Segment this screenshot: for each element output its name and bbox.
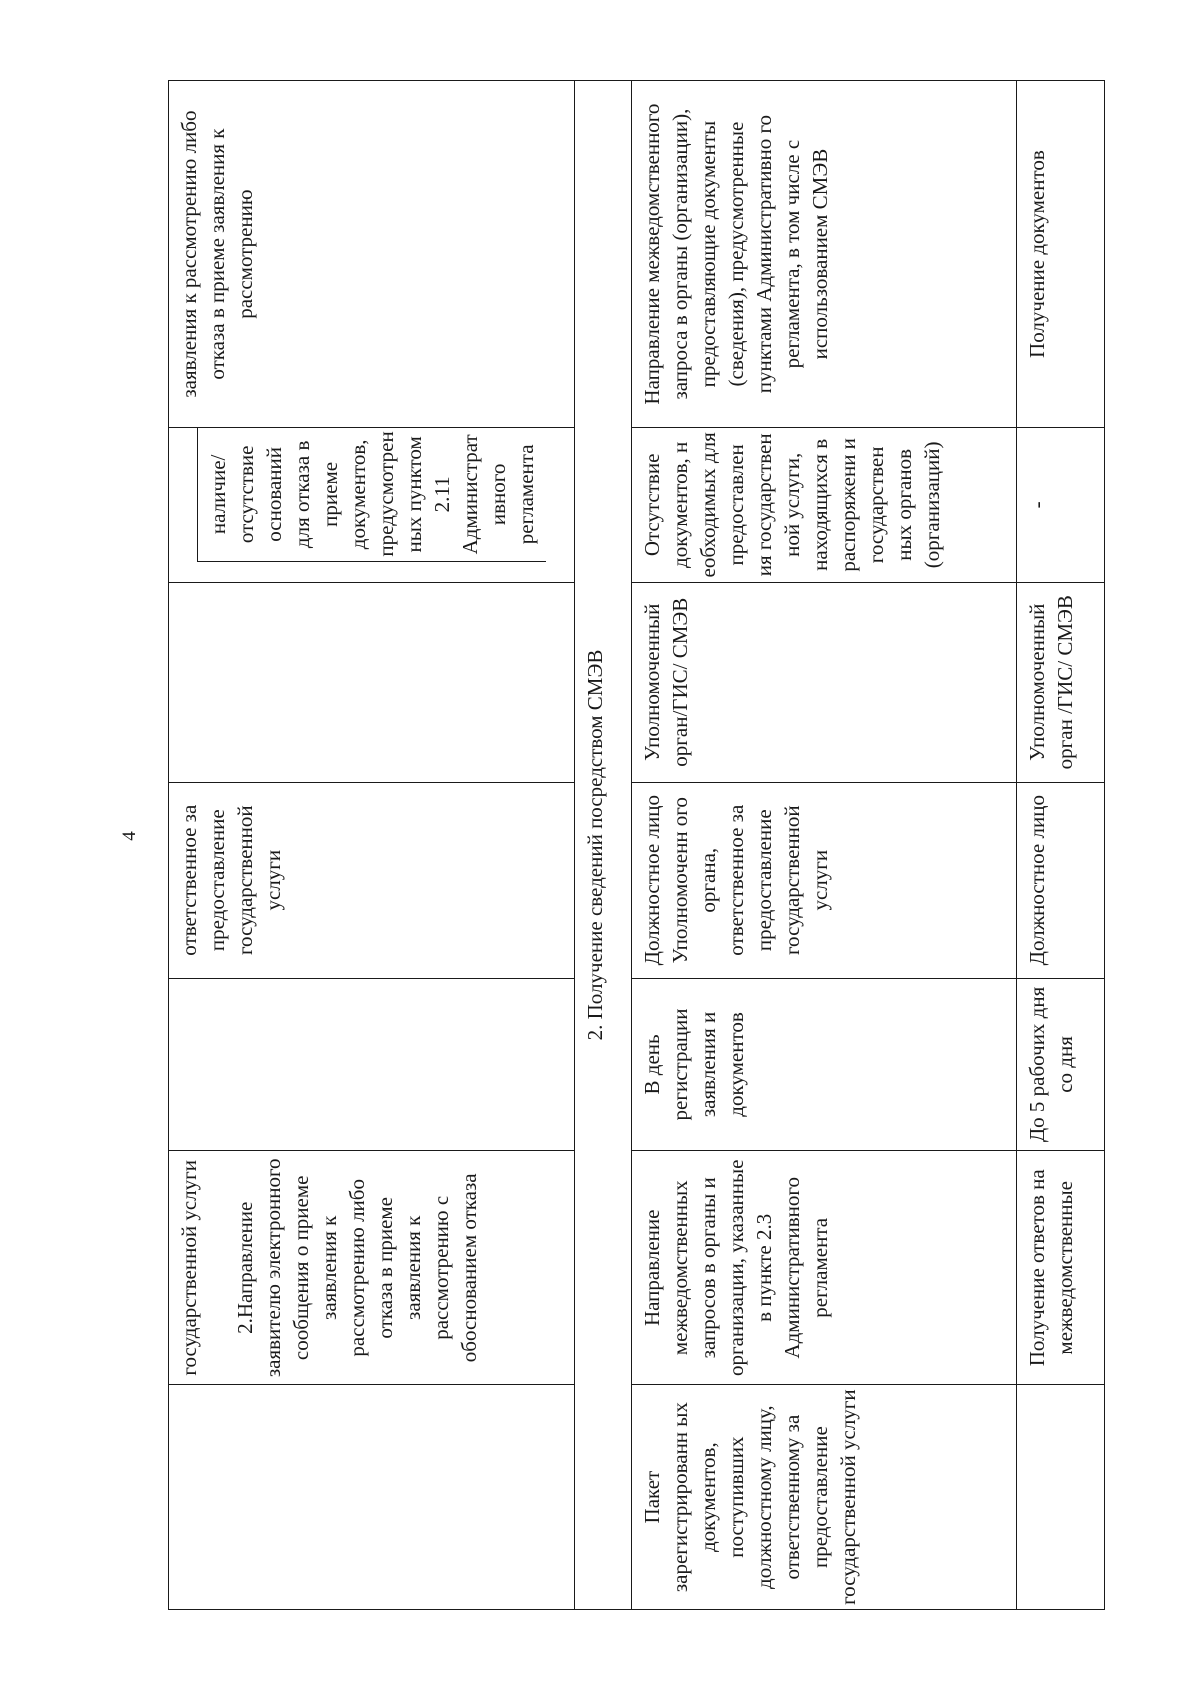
table-cell: Получение ответов на межведомственные — [1017, 1151, 1105, 1385]
table-cell: Направление межведомственного запроса в органы (организации), предоставляющие документы (сведения), предусмотренные пунктами Административно го регламента, в том числе с использованием СМЭВ — [632, 81, 1017, 428]
table-cell: Должностное лицо — [1017, 782, 1105, 978]
table-row — [632, 81, 1017, 1610]
page-number: 4 — [119, 831, 140, 841]
procedure-table — [168, 80, 1105, 1610]
table-cell: государственной услуги 2.Направление заявителю электронного сообщения о приеме заявления к рассмотрению либо отказа в приеме заявления к рассмотрению с обоснованием отказа — [169, 1151, 575, 1385]
table-cell — [169, 1385, 575, 1610]
table-cell: Должностное лицо Уполномоченн ого органа, ответственное за предоставление государственной услуги — [632, 782, 1017, 978]
procedure-table-rotated — [168, 80, 1083, 1610]
table-cell: Отсутствие документов, н еобходимых для предоставлен ия государствен ной услуги, находящихся в распоряжени и государствен ных органов (организаций) — [632, 428, 1017, 582]
table-cell — [1017, 1385, 1105, 1610]
table-cell: До 5 рабочих дня со дня — [1017, 978, 1105, 1151]
table-cell — [169, 582, 575, 782]
nested-cell: наличие/ отсутствие оснований для отказа в приеме документов, предусмотрен ных пунктом 2.11 Администрат ивного регламента — [197, 428, 546, 561]
table-cell: Уполномоченный орган/ГИС/ СМЭВ — [632, 582, 1017, 782]
table-cell: В день регистрации заявления и документов — [632, 978, 1017, 1151]
section-heading: 2. Получение сведений посредством СМЭВ — [575, 81, 632, 1610]
table-cell: - — [1017, 428, 1105, 582]
table-cell: ответственное за предоставление государственной услуги — [169, 782, 575, 978]
section-row — [575, 81, 632, 1610]
table-cell: Пакет зарегистрированн ых документов, поступивших должностному лицу, ответственному за предоставление государственной услуги — [632, 1385, 1017, 1610]
table-row — [1017, 81, 1105, 1610]
table-cell — [169, 428, 575, 582]
table-cell: Получение документов — [1017, 81, 1105, 428]
table-cell: Уполномоченный орган /ГИС/ СМЭВ — [1017, 582, 1105, 782]
table-cell — [169, 978, 575, 1151]
table-row — [169, 81, 575, 1610]
table-cell: Направление межведомственных запросов в органы и организации, указанные в пункте 2.3 Административного регламента — [632, 1151, 1017, 1385]
table-cell: заявления к рассмотрению либо отказа в приеме заявления к рассмотрению — [169, 81, 575, 428]
